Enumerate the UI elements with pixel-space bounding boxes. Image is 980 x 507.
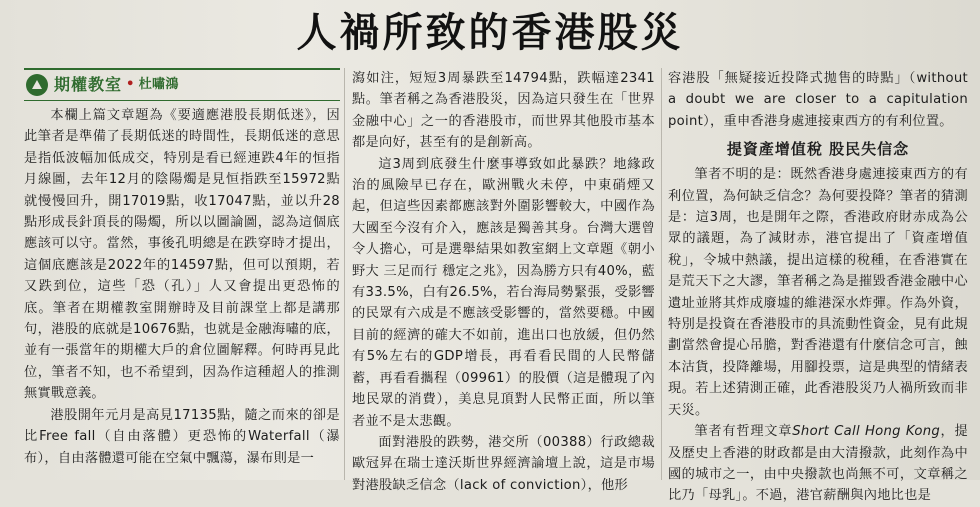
paragraph: 本欄上篇文章題為《要適應港股長期低迷》，因此筆者是準備了長期低迷的時間性，長期低迷的意思是指低波幅加低成交，特別是看已經連跌4年的恒指月線圖，去年12月的陰陽燭是見恒指跌至15972點就慢慢回升，開17019點，收17047點，並以升28點形成長針頂長的陽燭，所以以圖論圖，認為這個底應該可以守。當然，事後孔明總是在跌穿時才提出，這個底應該是2022年的14597點，但可以預期，若又跌到位，這些「恐（孔）」人又會提出更恐怖的底。筆者在期權教室開辦時及目前課堂上都是講那句，港股的底就是10676點，也就是金融海嘯的底，並有一張當年的期權大戶的倉位圖解釋。何時再見此位，筆者不知，也不希望到，因為作這種超人的推測無實戰意義。 <box>24 108 340 402</box>
paragraph: 面對港股的跌勢，港交所（00388）行政總裁歐冠昇在瑞士達沃斯世界經濟論壇上說，這是市場對港股缺乏信念（lack of conviction），他形 <box>352 434 655 493</box>
article-title-italic: Short Call Hong Kong <box>792 424 941 440</box>
paragraph-lead: 筆者有哲理文章 <box>694 424 793 440</box>
paragraph: 港股開年元月是高見17135點，隨之而來的卻是比Free fall（自由落體）更恐怖的Waterfall（瀑布），自由落體還可能在空氣中飄蕩，瀑布則是一 <box>24 407 340 466</box>
column-divider <box>344 68 345 480</box>
triangle-in-circle-icon <box>26 74 48 96</box>
text-column-2 <box>352 68 655 493</box>
text-column-1 <box>24 68 340 480</box>
paragraph: 筆者不明的是：既然香港身處連接東西方的有利位置，為何缺乏信念？為何要投降？筆者的猜測是：這3周，也是開年之際，香港政府財赤成為公眾的議題，為了減財赤，港官提出了「資產增值稅」，令城中熱議，提出這樣的稅種，在香港實在是荒天下之大謬，筆者稱之為是摧毀香港金融中心遺址並將其炸成廢墟的維港深水炸彈。作為外資，特別是投資在香港股市的具流動性資金，見有此規劃當然會提心吊膽，對香港還有什麼信念可言，蝕本沽貨，投降離場，用腳投票，這是典型的情緒表現。若上述猜測正確，此香港股災乃人禍所致而非天災。 <box>668 167 968 418</box>
author-name: 杜嘯鴻 <box>138 77 179 93</box>
subheading: 提資產增值稅 股民失信念 <box>726 140 910 159</box>
column-divider <box>661 68 662 480</box>
column-name: 期權教室 <box>54 75 123 95</box>
text-column-3 <box>668 68 968 504</box>
tag-separator: • <box>126 77 135 93</box>
paragraph: 容港股「無疑接近投降式拋售的時點」（without a doubt we are closer to a capitulation point），重申香港身處連接東西方的有利位置。 <box>668 71 968 129</box>
paragraph: 這3周到底發生什麼事導致如此暴跌？地緣政治的風險早已存在，歐洲戰火未停，中東硝煙又起，但這些因素都應該對外圍影響較大，中國作為大國至今沒有介入，應該是獨善其身。台灣大選曾令人擔心，可是選舉結果如教室網上文章題《朝小野大 三足而行 穩定之兆》，因為勝方只有40%，藍有33.5%，白有26.5%，若台海局勢緊張，受影響的民眾有六成是不應該受影響的，當然要穩。中國目前的經濟的確大不如前，進出口也放緩，但仍然有5%左右的GDP增長，再看看民間的人民幣儲蓄，再看看攜程（09961）的股價（這是體現了內地民眾的消費），美息見頂對人民幣正面，所以筆者並不是太悲觀。 <box>352 156 655 429</box>
paragraph: 瀉如注，短短3周暴跌至14794點，跌幅達2341點。筆者稱之為香港股災，因為這只發生在「世界金融中心」之一的香港股市，而世界其他股市基本都是向好，甚至有的是創新高。 <box>352 71 655 151</box>
paragraph <box>668 421 968 507</box>
paragraph-rest: ，提及歷史上香港的財政都是由大清撥款，此刻作為中國的城市之一，由中央撥款也尚無不可，文章稱之比乃「母乳」。不過，港官薪酬與內地比也是 <box>668 424 968 504</box>
article-headline: 人禍所致的香港股災 <box>296 10 684 56</box>
column-tag <box>24 68 340 101</box>
